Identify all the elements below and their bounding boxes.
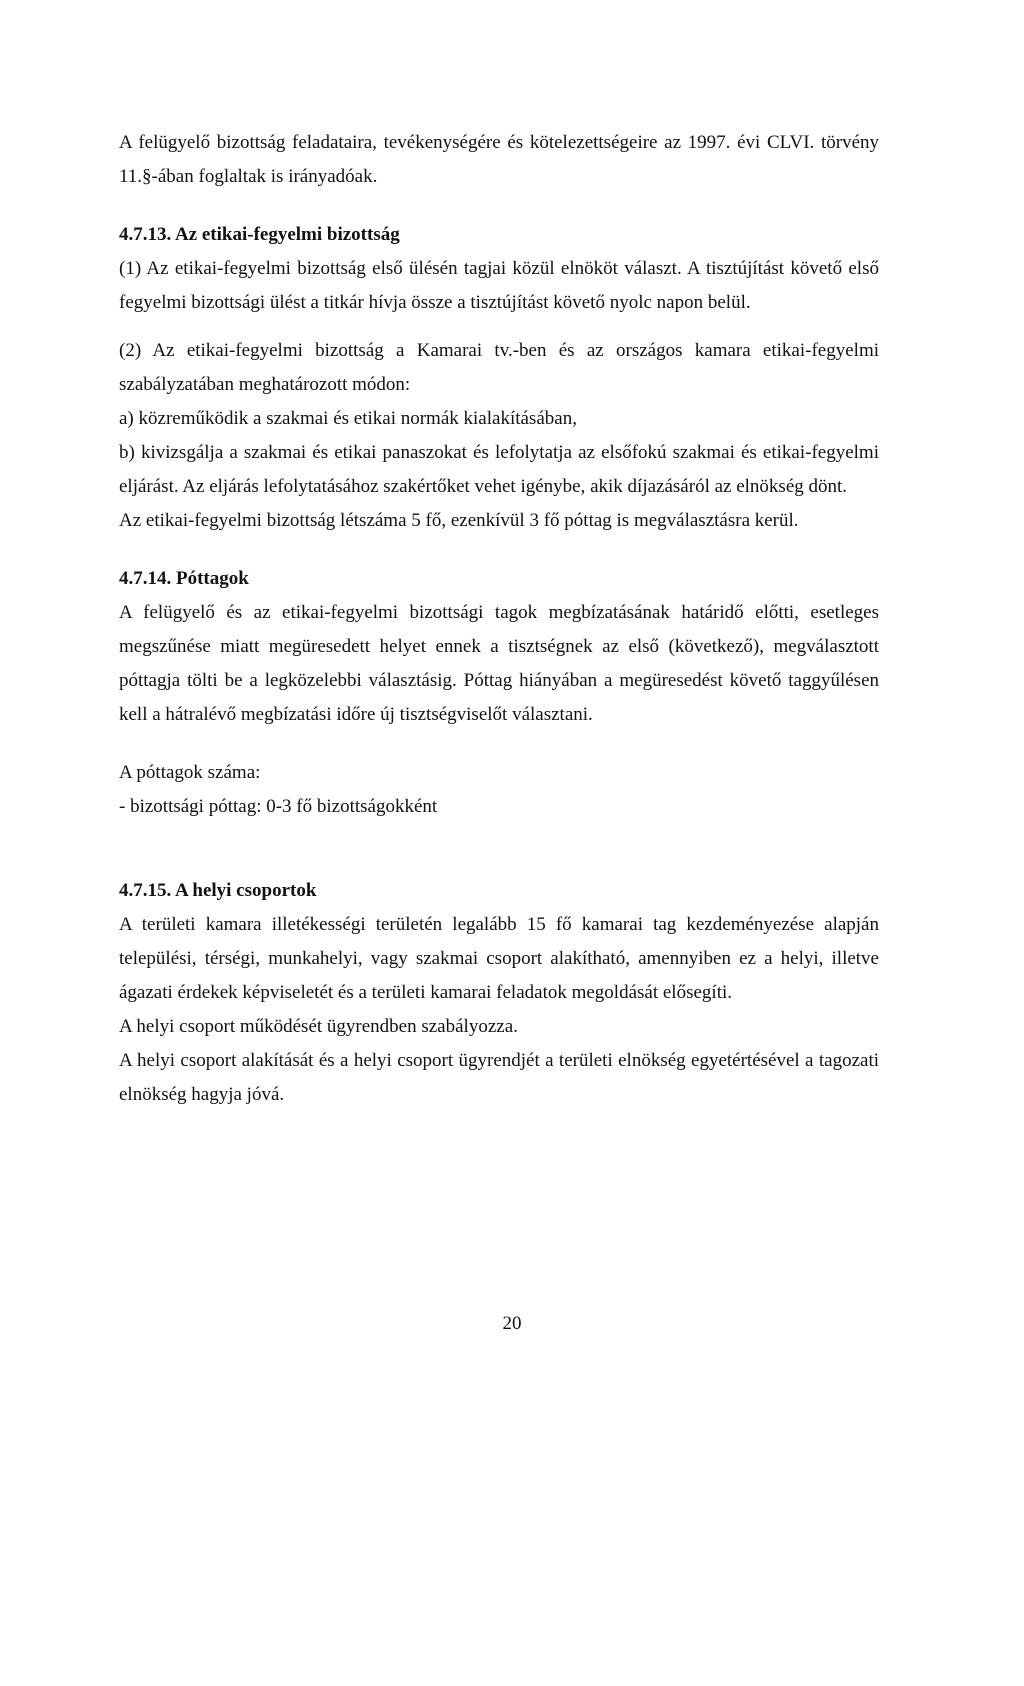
section-4-7-15-para-3: A helyi csoport alakítását és a helyi csoport ügyrendjét a területi elnökség egyetértésével a tagozati elnökség hagyja jóvá. [119,1050,879,1105]
substitute-count-item: - bizottsági póttag: 0-3 fő bizottságokként [119,796,438,817]
spacer [119,194,879,218]
spacer [119,824,879,874]
spacer [119,732,879,756]
section-number: 4.7.15. [119,880,172,901]
section-title: A helyi csoportok [174,880,317,901]
section-4-7-13-para-1: (1) Az etikai-fegyelmi bizottság első ülésén tagjai közül elnököt választ. A tisztújítást követő első fegyelmi bizottsági ülést a titkár hívja össze a tisztújítást követő nyolc napon belül. [119,258,879,313]
section-4-7-14-para-1: A felügyelő és az etikai-fegyelmi bizottsági tagok megbízatásának határidő előtti, esetleges megszűnése miatt megüresedett helyet ennek a tisztségnek az első (következő), megválasztott póttagja tölti be a legközelebbi választásig. Póttag hiányában a megüresedést követő taggyűlésen kell a hátralévő megbízatási időre új tisztségviselőt választani. [119,602,879,725]
section-4-7-13-item-b: b) kivizsgálja a szakmai és etikai panaszokat és lefolytatja az elsőfokú szakmai és etikai-fegyelmi eljárást. Az eljárás lefolytatásához szakértőket vehet igénybe, akik díjazásáról az elnökség dönt. [119,442,879,497]
section-heading-4-7-14 [119,562,879,596]
section-number: 4.7.14. [119,568,172,589]
spacer [119,538,879,562]
section-4-7-13-membership: Az etikai-fegyelmi bizottság létszáma 5 fő, ezenkívül 3 fő póttag is megválasztásra kerül. [119,510,799,531]
section-4-7-15-para-2: A helyi csoport működését ügyrendben szabályozza. [119,1016,518,1037]
page-number: 20 [502,1313,522,1334]
section-heading-4-7-13 [119,218,879,252]
section-4-7-15-para-1: A területi kamara illetékességi területén legalább 15 fő kamarai tag kezdeményezése alapján települési, térségi, munkahelyi, vagy szakmai csoport alakítható, amennyiben ez a helyi, illetve ágazati érdekek képviseletét és a területi kamarai feladatok megoldását elősegíti. [119,914,879,1003]
spacer [119,320,879,334]
document-body [119,126,879,1112]
substitute-count-label: A póttagok száma: [119,762,261,783]
section-title: Az etikai-fegyelmi bizottság [174,224,400,245]
intro-paragraph: A felügyelő bizottság feladataira, tevékenységére és kötelezettségeire az 1997. évi CLVI. törvény 11.§-ában foglaltak is irányadóak. [119,132,879,187]
section-heading-4-7-15 [119,874,879,908]
section-4-7-13-para-2: (2) Az etikai-fegyelmi bizottság a Kamarai tv.-ben és az országos kamara etikai-fegyelmi szabályzatában meghatározott módon: [119,340,879,395]
section-title: Póttagok [176,568,249,589]
section-4-7-13-item-a: a) közreműködik a szakmai és etikai normák kialakításában, [119,408,577,429]
section-number: 4.7.13. [119,224,172,245]
